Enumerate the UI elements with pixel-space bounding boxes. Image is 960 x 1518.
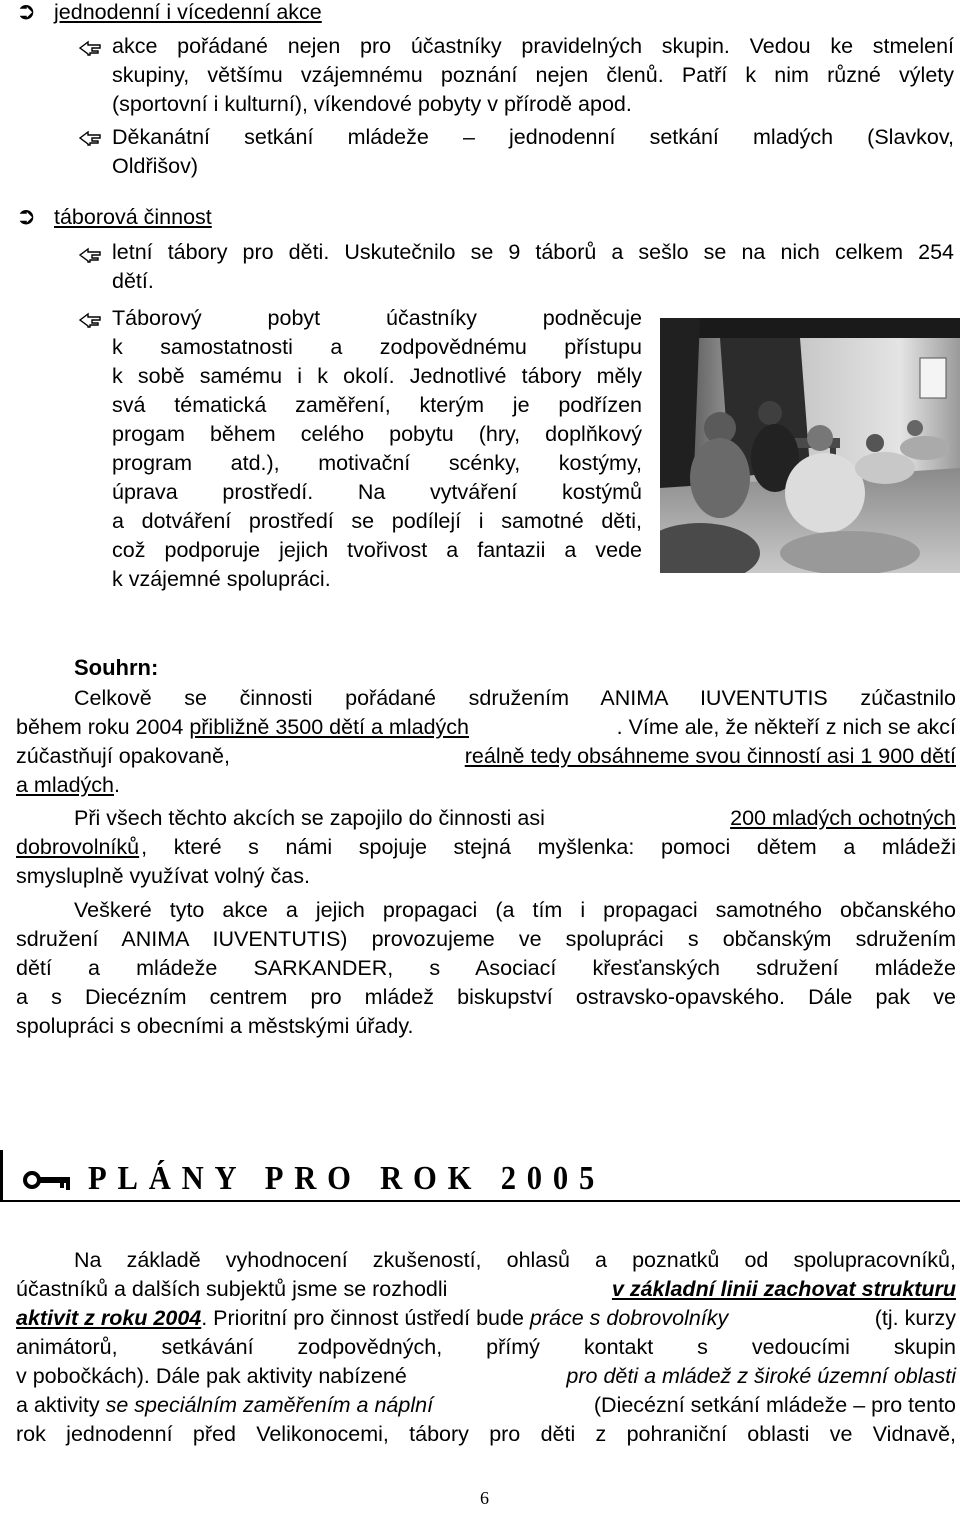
oneday-desc-line-3: (sportovní i kulturní), víkendové pobyty v přírodě apod. — [112, 92, 632, 116]
page-number: 6 — [480, 1488, 489, 1508]
plans-line-6-end: (Diecézní setkání mládeže – pro tento — [593, 1393, 956, 1417]
section-title-oneday: jednodenní i vícedenní akce — [54, 0, 322, 24]
camp-stay-line-7: úprava prostředí. Na vytváření kostýmů — [112, 480, 642, 504]
plans-line-3 — [16, 1304, 956, 1332]
plans-special-focus: se speciálním zaměřením a náplní — [105, 1393, 434, 1417]
summary-volunteers-word: dobrovolníků — [16, 835, 140, 859]
pointing-hand-icon — [78, 126, 104, 150]
camp-stay-line-2: k samostatnosti a zodpovědnému přístupu — [112, 335, 642, 359]
pointing-hand-icon — [78, 308, 104, 332]
camp-summer-line-1: letní tábory pro děti. Uskutečnilo se 9 táborů a sešlo se na nich celkem 254 — [112, 240, 954, 264]
heading-left-rule — [0, 1150, 3, 1202]
summary-p2-line-1 — [74, 804, 956, 832]
key-icon — [22, 1168, 74, 1192]
summary-p3-line-4: a s Diecézním centrem pro mládež biskupství ostravsko-opavského. Dále pak ve — [16, 985, 956, 1009]
deanery-line-1: Děkanátní setkání mládeže – jednodenní setkání mladých (Slavkov, — [112, 125, 954, 149]
summary-real-count-end: a mladých — [16, 773, 114, 797]
plans-line-6 — [16, 1391, 956, 1419]
plans-line-2-text: účastníků a dalších subjektů jsme se rozhodli — [16, 1277, 448, 1301]
plans-line-1: Na základě vyhodnocení zkušeností, ohlasů a poznatků od spolupracovníků, — [74, 1248, 956, 1272]
plans-wide-area: pro děti a mládež z široké územní oblasti — [566, 1364, 956, 1388]
summary-p1-line-4 — [16, 771, 120, 799]
oneday-desc-line-1: akce pořádané nejen pro účastníky pravidelných skupin. Vedou ke stmelení — [112, 34, 954, 58]
pointing-hand-icon — [78, 243, 104, 267]
plans-activities-2004: aktivit z roku 2004 — [16, 1306, 202, 1330]
camp-stay-line-8: a dotváření prostředí se podílejí i samotné děti, — [112, 509, 642, 533]
circle-arrow-icon: ➲ — [16, 0, 37, 25]
summary-heading: Souhrn: — [74, 655, 159, 680]
summary-p2-line-2-text: , které s námi spojuje stejná myšlenka: pomoci dětem a mládeži — [141, 835, 956, 859]
plans-line-3-end: (tj. kurzy — [874, 1306, 956, 1330]
camp-stay-line-5: progam během celého pobytu (hry, doplňkový — [112, 422, 642, 446]
camp-summer-line-2: dětí. — [112, 269, 154, 293]
summary-p1-line-3-text: zúčastňují opakovaně, — [16, 744, 230, 768]
plans-line-5-text: v pobočkách). Dále pak aktivity nabízené — [16, 1364, 407, 1388]
camp-stay-line-9: což podporuje jejich tvořivost a fantazii a vede — [112, 538, 642, 562]
camp-stay-line-10: k vzájemné spolupráci. — [112, 567, 331, 591]
plans-heading: PLÁNY PRO ROK 2005 — [88, 1160, 606, 1197]
summary-approx-count: přibližně 3500 dětí a mladých — [189, 715, 469, 739]
pointing-hand-icon — [78, 36, 104, 60]
summary-p1-line-4-end: . — [114, 773, 120, 797]
plans-line-7: rok jednodenní před Velikonocemi, tábory pro děti z pohraniční oblasti ve Vidnavě, — [16, 1422, 956, 1446]
summary-p2-line-3: smysluplně využívat volný čas. — [16, 864, 310, 888]
summary-p2-line-2 — [16, 833, 956, 861]
summary-p1-line-2 — [16, 713, 956, 741]
camp-stay-line-3: k sobě samému i k okolí. Jednotlivé tábory měly — [112, 364, 642, 388]
summary-p2-line-1-text: Při všech těchto akcích se zapojilo do činnosti asi — [74, 806, 545, 830]
summary-p3-line-1: Veškeré tyto akce a jejich propagaci (a tím i propagaci samotného občanského — [74, 898, 956, 922]
plans-line-6-text: a aktivity — [16, 1393, 106, 1417]
plans-line-5 — [16, 1362, 956, 1390]
plans-volunteer-work: práce s dobrovolníky — [529, 1306, 729, 1330]
plans-keep-structure: v základní linii zachovat strukturu — [611, 1277, 956, 1301]
camp-photo — [660, 318, 960, 573]
oneday-desc-line-2: skupiny, většímu vzájemnému poznání nejen členů. Patří k nim různé výlety — [112, 63, 954, 87]
summary-p1-line-3 — [16, 742, 956, 770]
camp-stay-line-1: Táborový pobyt účastníky podněcuje — [112, 306, 642, 330]
circle-arrow-icon: ➲ — [16, 203, 37, 230]
camp-stay-line-4: svá tématická zaměření, kterým je podřízen — [112, 393, 642, 417]
plans-line-2 — [16, 1275, 956, 1303]
summary-volunteers-count: 200 mladých ochotných — [730, 806, 956, 830]
summary-p1-line-2-rest: . Víme ale, že někteří z nich se akcí — [616, 715, 956, 739]
summary-real-count: reálně tedy obsáhneme svou činností asi 1 900 dětí — [464, 744, 956, 768]
summary-p1-line-2-text: během roku 2004 — [16, 715, 190, 739]
section-title-camp: táborová činnost — [54, 205, 212, 229]
deanery-line-2: Oldřišov) — [112, 154, 199, 178]
summary-p3-line-5: spolupráci s obecními a městskými úřady. — [16, 1014, 414, 1038]
plans-line-4: animátorů, setkávání zodpovědných, přímý kontakt s vedoucími skupin — [16, 1335, 956, 1359]
summary-p3-line-2: sdružení ANIMA IUVENTUTIS) provozujeme ve spolupráci s občanským sdružením — [16, 927, 956, 951]
camp-stay-line-6: program atd.), motivační scénky, kostýmy, — [112, 451, 642, 475]
heading-bottom-rule — [0, 1200, 960, 1202]
summary-p1-line-1: Celkově se činnosti pořádané sdružením ANIMA IUVENTUTIS zúčastnilo — [74, 686, 956, 710]
plans-line-3-text: . Prioritní pro činnost ústředí bude — [201, 1306, 530, 1330]
summary-p3-line-3: dětí a mládeže SARKANDER, s Asociací křesťanských sdružení mládeže — [16, 956, 956, 980]
